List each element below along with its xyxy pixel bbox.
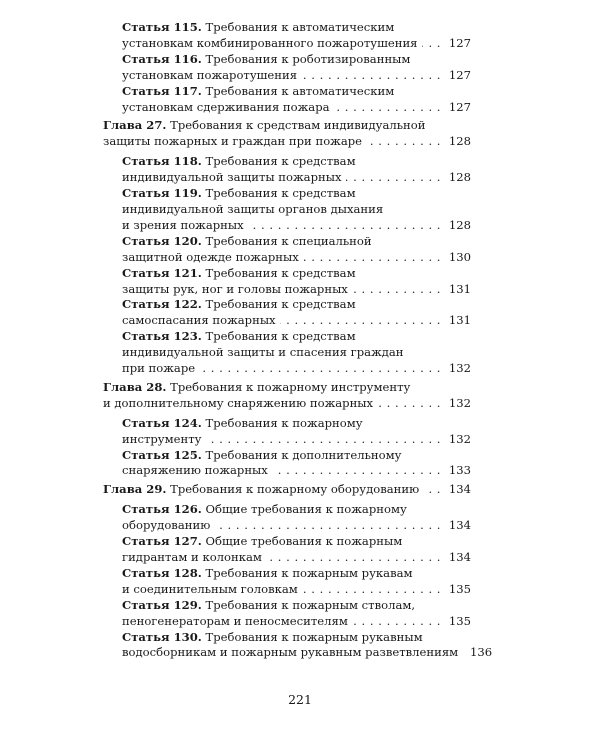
- toc-line-text: [122, 598, 415, 612]
- toc-entry-label: Глава 28.: [103, 379, 167, 394]
- toc-entry-label: Глава 29.: [103, 482, 167, 497]
- toc-entry-title: Требования к пожарному оборудованию: [170, 482, 420, 497]
- toc-line-text: [103, 396, 373, 412]
- toc-line: [122, 20, 471, 36]
- toc-entry-label: Статья 121.: [122, 265, 202, 280]
- toc-article: [103, 629, 493, 662]
- toc-line-text: [122, 68, 297, 84]
- toc-page-number: 134: [448, 550, 471, 564]
- toc-article: [103, 448, 471, 480]
- dot-leader: [352, 282, 441, 298]
- toc-line: [122, 361, 471, 377]
- dot-leader: [302, 582, 441, 598]
- toc-article: [103, 297, 471, 329]
- toc-article: [103, 84, 471, 116]
- toc-entry-label: Статья 117.: [122, 83, 202, 98]
- toc-entry-label: Статья 129.: [122, 597, 202, 612]
- toc-entry-label: Статья 126.: [122, 502, 202, 517]
- toc-line-text: [122, 432, 201, 448]
- toc-line: [122, 345, 471, 361]
- toc-line-text: [122, 463, 268, 479]
- toc-article: [103, 20, 471, 52]
- toc-page-number: 131: [448, 281, 471, 296]
- toc-line-text: [122, 566, 413, 580]
- toc-line-text: [122, 20, 394, 34]
- toc-line-text: [122, 361, 195, 377]
- toc-line-text: [122, 345, 404, 359]
- toc-entry-title: защиты рук, ног и головы пожарных: [122, 281, 348, 296]
- toc-line-text: [122, 534, 402, 548]
- toc-entry-label: Статья 130.: [122, 629, 202, 644]
- toc-line: [122, 518, 471, 534]
- toc-entry-title: Требования к пожарным рукавным: [205, 629, 423, 644]
- toc-entry-title: Требования к дополнительному: [205, 447, 402, 462]
- toc-line-text: [122, 202, 383, 216]
- page-number: 221: [288, 692, 312, 707]
- toc-line-text: [103, 134, 362, 150]
- toc-entry-label: Статья 127.: [122, 534, 202, 549]
- toc-line-text: [122, 518, 210, 534]
- toc-line: [122, 463, 471, 479]
- toc-page-number: 127: [448, 67, 471, 82]
- toc-entry-title: Требования к средствам индивидуальной: [170, 118, 426, 133]
- dot-leader: [352, 614, 441, 630]
- toc-entry-title: Общие требования к пожарному: [205, 502, 407, 517]
- dot-leader: [334, 100, 441, 116]
- toc-entry-label: Статья 119.: [122, 186, 202, 201]
- toc-entry-title: Требования к средствам: [205, 297, 356, 312]
- toc-line: [122, 582, 471, 598]
- toc-line-text: [122, 266, 356, 280]
- toc-chapter: [103, 380, 471, 412]
- toc-page-number: 131: [448, 313, 471, 328]
- toc-line: [122, 84, 471, 100]
- toc-entry-label: Статья 116.: [122, 51, 202, 66]
- toc-line: [103, 118, 471, 134]
- toc-line: [122, 645, 493, 661]
- toc-line: [122, 448, 471, 464]
- dot-leader: [377, 396, 441, 412]
- toc-page-number: 134: [448, 518, 471, 533]
- toc-line: [122, 282, 471, 298]
- dot-leader: [248, 218, 441, 234]
- toc-line-text: [122, 250, 299, 266]
- toc-entry-title: Требования к роботизированным: [205, 51, 411, 66]
- toc-article: [103, 416, 471, 448]
- toc-line-text: [122, 416, 363, 430]
- toc-page-number: 135: [448, 613, 471, 628]
- toc-entry-label: Статья 123.: [122, 329, 202, 344]
- toc-line: [122, 100, 471, 116]
- toc-entry-title: гидрантам и колонкам: [122, 550, 262, 564]
- toc-line: [103, 134, 471, 150]
- toc-entry-label: Глава 27.: [103, 118, 167, 133]
- toc-entry-title: оборудованию: [122, 518, 211, 533]
- toc-line: [122, 52, 471, 68]
- toc-entry-title: водосборникам и пожарным рукавным разветвлениям: [122, 645, 459, 660]
- toc-page-number: 135: [448, 581, 471, 596]
- toc-line: [122, 297, 471, 313]
- toc-line-text: [122, 154, 356, 168]
- toc-entry-title: при пожаре: [122, 361, 196, 376]
- dot-leader: [266, 550, 441, 566]
- toc-page-number: 132: [448, 395, 471, 410]
- toc-entry-title: инструменту: [122, 431, 202, 446]
- toc-page-number: 130: [448, 249, 471, 264]
- toc-entry-title: установкам пожаротушения: [122, 67, 298, 82]
- dot-leader: [423, 482, 441, 498]
- toc-article: [103, 566, 471, 598]
- toc-entry-title: самоспасания пожарных: [122, 313, 276, 328]
- toc-page-number: 128: [448, 170, 471, 185]
- toc-line-text: [122, 36, 418, 52]
- toc-entry-title: Требования к пожарному инструменту: [170, 379, 411, 394]
- toc-entry-title: пеногенераторам и пеносмесителям: [122, 613, 348, 628]
- toc-line-text: [122, 282, 348, 298]
- toc-line-text: [122, 170, 342, 186]
- toc-line: [122, 36, 471, 52]
- toc-entry-title: снаряжению пожарных: [122, 463, 268, 478]
- toc-entry-title: Требования к средствам: [205, 265, 356, 280]
- toc-entry-label: Статья 125.: [122, 447, 202, 462]
- toc-page-number: 132: [448, 361, 471, 376]
- toc-line: [122, 329, 471, 345]
- dot-leader: [199, 361, 441, 377]
- toc-article: [103, 52, 471, 84]
- toc-line: [122, 313, 471, 329]
- toc-line: [122, 218, 471, 234]
- toc-line: [122, 432, 471, 448]
- toc-entry-title: индивидуальной защиты и спасения граждан: [122, 345, 404, 360]
- toc-article: [103, 598, 471, 630]
- toc-entry-label: Статья 122.: [122, 297, 202, 312]
- toc-entry-label: Статья 128.: [122, 565, 202, 580]
- toc-line-text: [103, 118, 425, 132]
- dot-leader: [205, 432, 441, 448]
- toc-line-text: [122, 614, 348, 630]
- toc-line: [122, 266, 471, 282]
- toc-line-text: [122, 84, 394, 98]
- toc-page-number: 127: [448, 35, 471, 50]
- dot-leader: [303, 250, 441, 266]
- toc-entry-title: индивидуальной защиты органов дыхания: [122, 201, 384, 216]
- toc-line: [122, 250, 471, 266]
- toc-entry-title: и соединительным головкам: [122, 581, 298, 596]
- toc-article: [103, 266, 471, 298]
- toc-line: [122, 630, 471, 646]
- toc-entry-title: Требования к автоматическим: [205, 20, 395, 34]
- toc-line: [122, 68, 471, 84]
- toc-entry-label: Статья 120.: [122, 233, 202, 248]
- toc-entry-title: и дополнительному снаряжению пожарных: [103, 395, 374, 410]
- toc-line: [122, 534, 471, 550]
- toc-line-text: [122, 313, 276, 329]
- dot-leader: [422, 36, 442, 52]
- toc-chapter: [103, 118, 471, 150]
- table-of-contents: [103, 20, 493, 661]
- toc-page-number: 128: [448, 134, 471, 149]
- toc-line-text: [122, 329, 356, 343]
- toc-page-number: 128: [448, 217, 471, 232]
- toc-article: [103, 234, 471, 266]
- toc-page-number: 133: [448, 463, 471, 478]
- toc-entry-title: Требования к средствам: [205, 154, 356, 169]
- toc-line: [122, 598, 471, 614]
- toc-line-text: [122, 448, 401, 462]
- toc-article: [103, 329, 471, 377]
- toc-line-text: [122, 52, 410, 66]
- toc-entry-title: Требования к пожарному: [205, 415, 363, 430]
- toc-line: [103, 482, 471, 498]
- toc-entry-title: установкам сдерживания пожара: [122, 99, 330, 114]
- toc-page-number: 132: [448, 431, 471, 446]
- toc-entry-title: защиты пожарных и граждан при пожаре: [103, 134, 363, 149]
- toc-line-text: [122, 297, 356, 311]
- toc-entry-title: и зрения пожарных: [122, 217, 244, 232]
- toc-article: [103, 154, 471, 186]
- toc-line-text: [122, 100, 330, 116]
- toc-line: [122, 502, 471, 518]
- toc-entry-title: Требования к автоматическим: [205, 83, 395, 98]
- toc-line-text: [103, 482, 419, 498]
- toc-line: [122, 550, 471, 566]
- toc-line: [122, 416, 471, 432]
- toc-entry-title: Требования к специальной: [205, 233, 372, 248]
- dot-leader: [214, 518, 441, 534]
- toc-line: [103, 396, 471, 412]
- toc-line-text: [122, 502, 407, 516]
- toc-line-text: [103, 380, 410, 394]
- toc-article: [103, 502, 471, 534]
- toc-page-number: 134: [448, 482, 471, 497]
- toc-line: [122, 202, 471, 218]
- toc-entry-label: Статья 124.: [122, 415, 202, 430]
- dot-leader: [366, 134, 441, 150]
- toc-entry-label: Статья 118.: [122, 154, 202, 169]
- toc-line: [122, 614, 471, 630]
- toc-line: [122, 234, 471, 250]
- dot-leader: [280, 313, 441, 329]
- toc-line-text: [122, 645, 458, 661]
- toc-entry-title: защитной одежде пожарных: [122, 249, 299, 264]
- toc-page-number: 127: [448, 99, 471, 114]
- toc-line-text: [122, 186, 356, 200]
- toc-entry-title: установкам комбинированного пожаротушения: [122, 35, 418, 50]
- toc-line: [122, 154, 471, 170]
- toc-entry-label: Статья 115.: [122, 20, 202, 34]
- toc-entry-title: Общие требования к пожарным: [205, 534, 403, 549]
- toc-chapter: [103, 482, 471, 498]
- toc-entry-title: Требования к средствам: [205, 329, 356, 344]
- toc-line-text: [122, 582, 298, 598]
- toc-line-text: [122, 550, 262, 566]
- toc-entry-title: Требования к пожарным рукавам: [205, 565, 413, 580]
- toc-entry-title: Требования к средствам: [205, 186, 356, 201]
- toc-line: [103, 380, 471, 396]
- toc-entry-title: Требования к пожарным стволам,: [205, 597, 416, 612]
- toc-entry-title: индивидуальной защиты пожарных: [122, 170, 342, 185]
- toc-line: [122, 170, 471, 186]
- toc-article: [103, 534, 471, 566]
- toc-line-text: [122, 218, 244, 234]
- toc-page-number: 136: [470, 645, 493, 660]
- toc-line-text: [122, 630, 423, 644]
- dot-leader: [272, 463, 441, 479]
- toc-article: [103, 186, 471, 234]
- dot-leader: [301, 68, 441, 84]
- toc-line: [122, 566, 471, 582]
- dot-leader: [346, 170, 441, 186]
- toc-line: [122, 186, 471, 202]
- toc-line-text: [122, 234, 372, 248]
